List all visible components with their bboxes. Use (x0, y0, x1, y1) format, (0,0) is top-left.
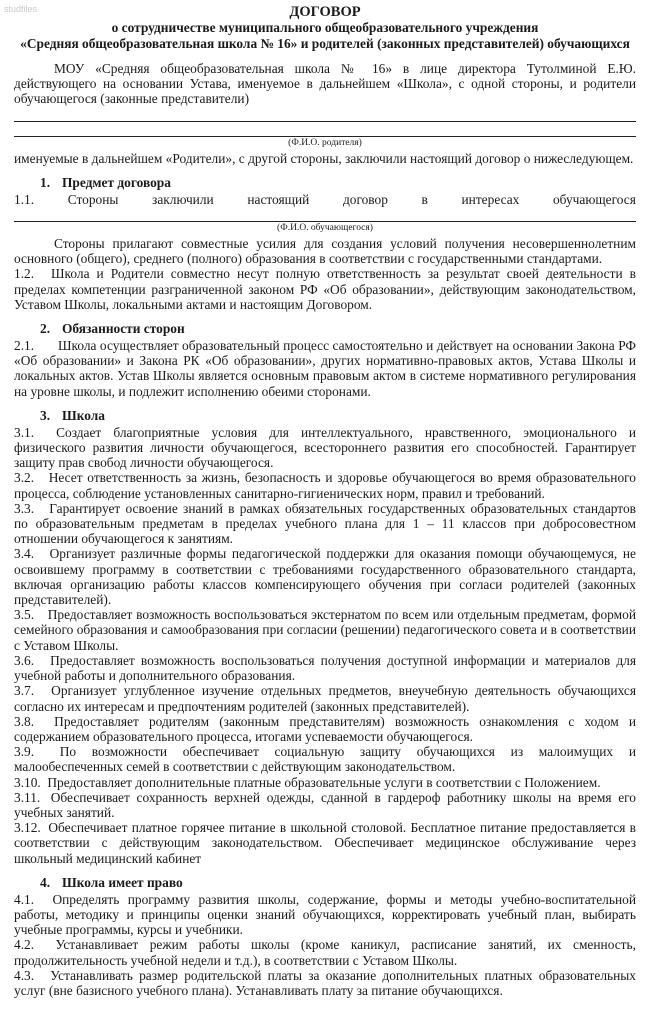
clause-number: 3.1. (14, 424, 35, 440)
clause (14, 683, 636, 713)
section-4-heading (40, 875, 636, 890)
section-2 (14, 321, 636, 399)
clause (14, 653, 636, 683)
clause-text: По возможности обеспечивает социальную защиту обучающихся из малоимущих и малообеспеченных семей в соответствии с действующим законодательством. (14, 744, 636, 775)
section-4 (14, 875, 636, 998)
clause (14, 790, 636, 820)
section-3 (14, 408, 636, 866)
clause-number: 3.3. (14, 500, 35, 516)
clause-1-2 (14, 266, 636, 312)
clause-number: 3.11. (14, 789, 41, 805)
section-2-number: 2. (40, 321, 51, 337)
clause-number: 4.2. (14, 937, 35, 953)
clause-text: Определять программу развития школы, содержание, формы и методы учебно-воспитательной работы, методику и принципы оценки знаний обучающихся, корректировать учебный план, выбирать учебные программы, курсы и учебники. (14, 891, 636, 938)
clause (14, 968, 636, 998)
clause-number: 3.12. (14, 820, 41, 836)
clause (14, 470, 636, 500)
clause-text: Несет ответственность за жизнь, безопасность и здоровье обучающегося во время образовательного процесса, соблюдение установленных санитарно-гигиенических норм, правил и требований. (14, 470, 636, 501)
clause-text: Предоставляет дополнительные платные образовательные услуги в соответствии с Положением. (47, 774, 601, 790)
clause-number: 3.2. (14, 470, 35, 486)
section-1-number: 1. (40, 174, 51, 190)
section-1-paragraph: Стороны прилагают совместные усилия для создания условий получения несовершеннолетним основного (общего), среднего (полного) образования в соответствии с государственными стандартами. (14, 236, 636, 267)
clause (14, 937, 636, 967)
clause-text: Организует различные формы педагогической поддержки для оказания помощи обучающемуся, не освоившему программу в соответствии с требованиями государственного образовательного стандарта, включая организацию работы классов компенсирующего обучения при согласи родителей (законных представителей). (14, 546, 636, 608)
clause-1-1-word: в (421, 191, 428, 207)
section-3-number: 3. (40, 407, 51, 423)
document-subtitle-line2: «Средняя общеобразовательная школа № 16» и родителей (законных представителей) обучающихся (20, 35, 630, 51)
document-subtitle-line1: о сотрудничестве муниципального общеобразовательного учреждения (111, 20, 539, 35)
section-1 (14, 175, 636, 312)
clause-number: 3.4. (14, 546, 35, 562)
clause-1-1-word: обучающегося (552, 191, 636, 207)
clause-text: Предоставляет возможность воспользоваться получения доступной информации и материалов для учебной работы и дополнительного образования. (14, 652, 636, 684)
section-4-number: 4. (40, 874, 51, 890)
clause-text: Обеспечивает сохранность верхней одежды, сданной в гардероф работнику школы на время его учебных занятий. (14, 789, 636, 820)
section-1-title: Предмет договора (62, 174, 171, 190)
clause-1-2-number: 1.2. (14, 266, 35, 282)
parent-name-line-1 (14, 107, 636, 122)
student-name-caption: (Ф.И.О. обучающегося) (277, 223, 373, 234)
clause (14, 820, 636, 866)
parent-name-line-2 (14, 122, 636, 137)
section-1-heading (40, 175, 636, 190)
clause-text: Организует углубленное изучение отдельных предметов, внеучебную деятельность обучающихся согласно их интересам и предпочтениям родителей (законных представителей). (14, 683, 636, 714)
clause-number: 3.8. (14, 713, 35, 729)
section-3-heading (40, 408, 636, 423)
clause-1-1-word: интересах (461, 191, 520, 207)
clause-number: 3.10. (14, 774, 41, 790)
intro-after-paragraph: именуемые в дальнейшем «Родители», с другой стороны, заключили настоящий договор о нижеследующем. (14, 150, 634, 166)
clause-1-2-text: Школа и Родители совместно несут полную ответственность за результат своей деятельности в пределах компетенции разграниченной законом РФ «Об образовании», действующим законодательством, Уставом Школы, локальными актами и настоящим Договором. (14, 266, 636, 312)
clause (14, 607, 636, 653)
clause (14, 546, 636, 607)
intro-paragraph: МОУ «Средняя общеобразовательная школа № 16» в лице директора Тутолминой Е.Ю. действующего на основании Устава, именуемое в дальнейшем «Школа», с одной стороны, и родители обучающегося (законные представители) (14, 61, 636, 107)
section-2-heading (40, 321, 636, 336)
clause-text: Предоставляет возможность воспользоваться экстернатом по всем или отдельным предметам, формой семейного образования и самообразования при согласии (решении) педагогического совета и в соответствии с Уставом Школы. (14, 607, 636, 653)
clause-2-1 (14, 338, 636, 399)
document-title: ДОГОВОР (289, 4, 361, 20)
section-4-title: Школа имеет право (62, 874, 183, 890)
clause (14, 501, 636, 547)
clause-number: 3.7. (14, 683, 35, 699)
clause-text: Устанавливать размер родительской платы за оказание дополнительных платных образовательных услуг (вне базисного учебного плана). Устанавливать плату за питание обучающихся. (14, 967, 636, 998)
student-name-line (14, 207, 636, 222)
clause-1-1-word: договор (342, 191, 388, 207)
clause-1-1-number: 1.1. (14, 191, 35, 207)
clause-number: 3.9. (14, 744, 35, 760)
clause-2-1-number: 2.1. (14, 338, 35, 354)
clause-number: 4.1. (14, 891, 35, 907)
clause-1-1-word: настоящий (247, 191, 310, 207)
clause (14, 892, 636, 938)
clause-number: 4.3. (14, 967, 35, 983)
section-2-title: Обязанности сторон (62, 321, 185, 337)
clause-1-1-word: заключили (152, 191, 214, 207)
clause (14, 775, 636, 790)
clause-number: 3.5. (14, 607, 35, 623)
clause-text: Создает благоприятные условия для интеллектуального, нравственного, эмоционального и физического развития личности обучающегося, всестороннего развития его способностей. Гарантирует защиту прав свобод личности обучающегося. (14, 424, 636, 471)
clause-number: 3.6. (14, 652, 35, 668)
clause-text: Гарантирует освоение знаний в рамках обязательных государственных образовательных стандартов по образовательным предметам в пределах учебного плана для 1 – 11 классов при добросовестном отношении обучающегося к занятиям. (14, 500, 636, 547)
watermark: studfiles (4, 4, 38, 14)
clause-text: Устанавливает режим работы школы (кроме каникул, расписание занятий, их сменность, продолжительность учебной недели и т.д.), в соответствии с Уставом Школы. (14, 937, 636, 968)
parent-name-caption: (Ф.И.О. родителя) (288, 137, 362, 148)
clause (14, 714, 636, 744)
section-3-title: Школа (62, 407, 105, 423)
clause-1-1 (14, 192, 636, 207)
clause (14, 744, 636, 774)
clause (14, 425, 636, 471)
clause-2-1-text: Школа осуществляет образовательный процесс самостоятельно и действует на основании Закона РФ «Об образовании» и Закона РК «Об образовании», других нормативно-правовых актов, Устава Школы и локальных актов. Устав Школы является основным правовым актом в системе нормативного регулирования на уровне школы, и подлежит исполнению обеими сторонами. (14, 338, 636, 399)
clause-1-1-word: Стороны (67, 191, 119, 207)
clause-text: Предоставляет родителям (законным представителям) возможность ознакомления с ходом и содержанием образовательного процесса, итогами успеваемости обучающегося. (14, 713, 636, 744)
clause-text: Обеспечивает платное горячее питание в школьной столовой. Бесплатное питание предоставляется в соответствии с действующим законодательством. Обеспечивает медицинское обслуживание через школьный медицинский кабинет (14, 820, 636, 866)
